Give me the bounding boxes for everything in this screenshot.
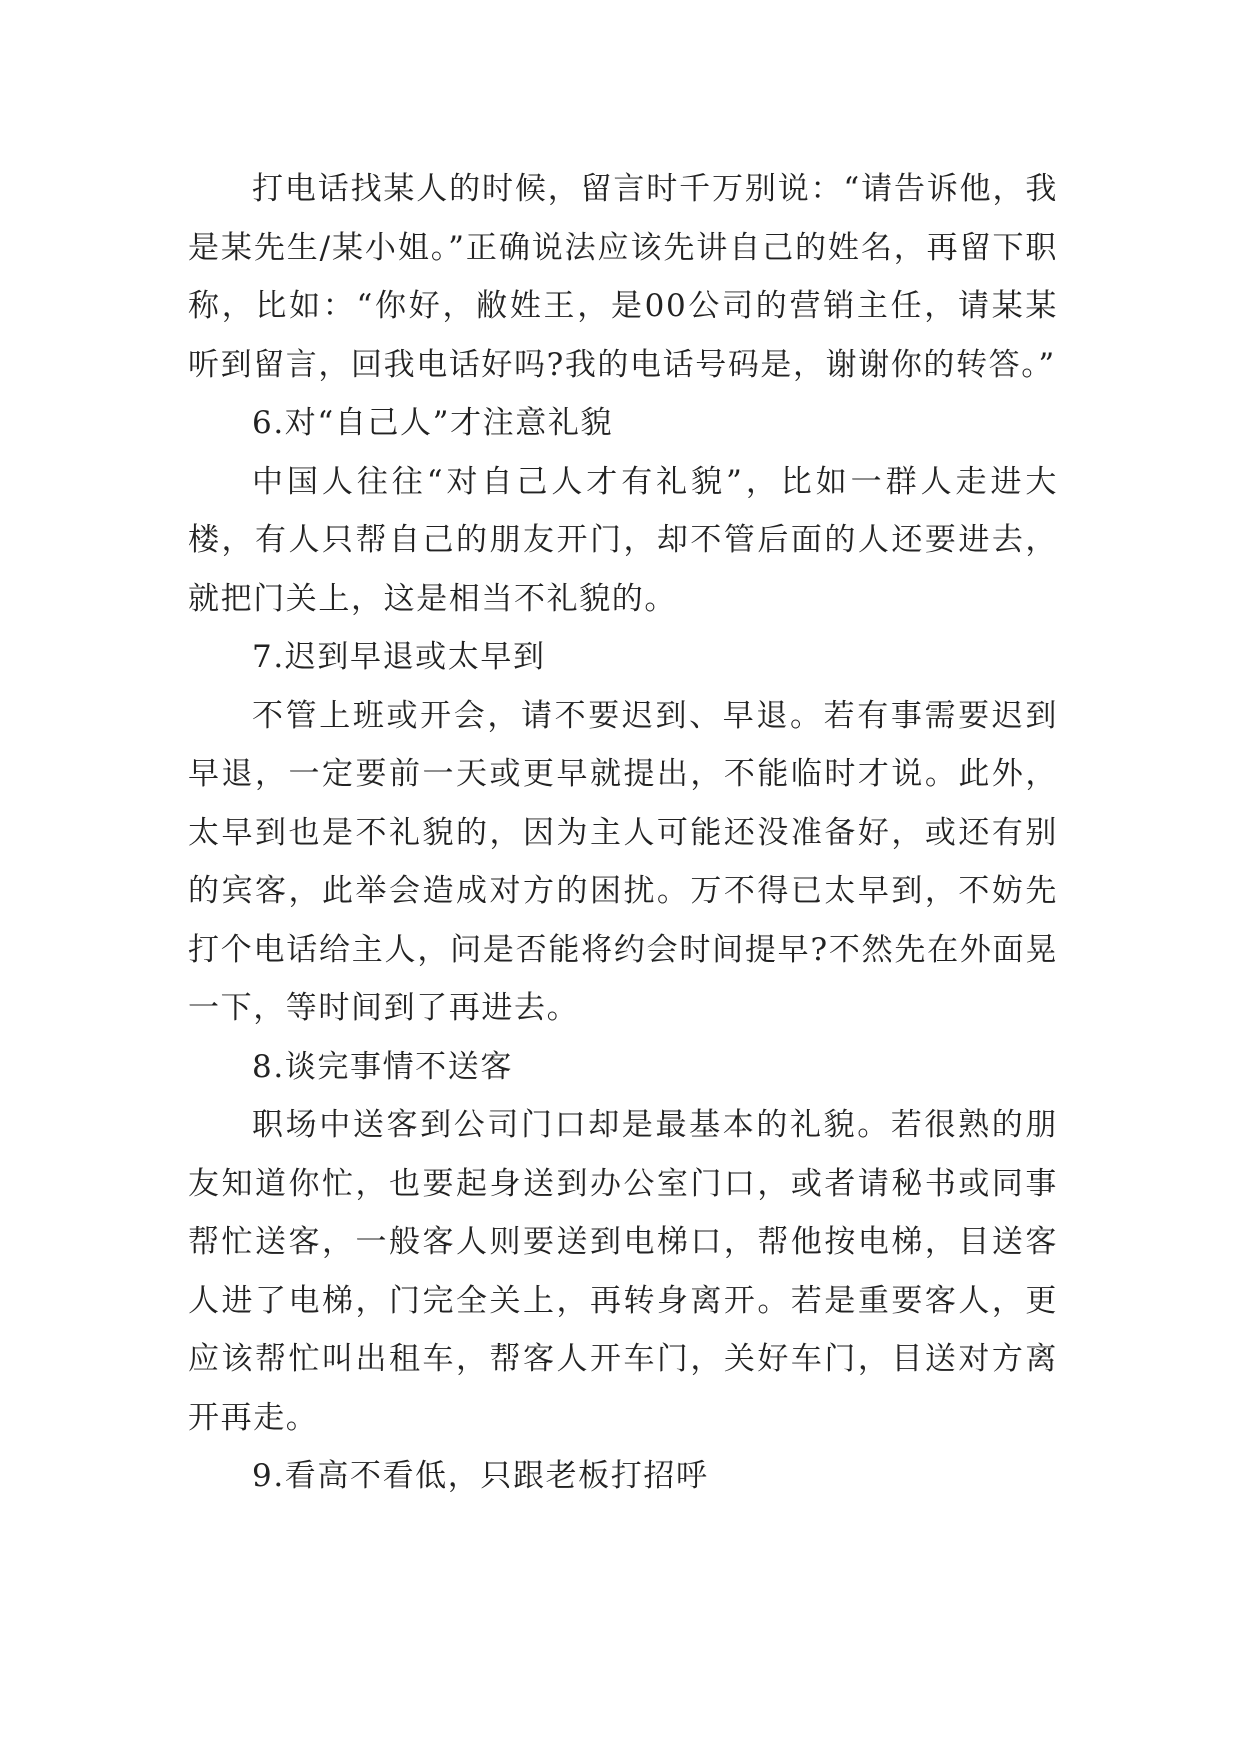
document-body <box>188 160 1058 1506</box>
paragraph-punctuality: 不管上班或开会，请不要迟到、早退。若有事需要迟到早退，一定要前一天或更早就提出，不能临时才说。此外，太早到也是不礼貌的，因为主人可能还没准备好，或还有别的宾客，此举会造成对方的困扰。万不得已太早到，不妨先打个电话给主人，问是否能将约会时间提早?不然先在外面晃一下，等时间到了再进去。 <box>188 697 1058 1026</box>
heading-7: 7.迟到早退或太早到 <box>252 639 546 675</box>
paragraph-seeing-off-guests: 职场中送客到公司门口却是最基本的礼貌。若很熟的朋友知道你忙，也要起身送到办公室门口，或者请秘书或同事帮忙送客，一般客人则要送到电梯口，帮他按电梯，目送客人进了电梯，门完全关上，再转身离开。若是重要客人，更应该帮忙叫出租车，帮客人开车门，关好车门，目送对方离开再走。 <box>188 1107 1058 1436</box>
paragraph-insiders-courtesy: 中国人往往“对自己人才有礼貌”，比如一群人走进大楼，有人只帮自己的朋友开门，却不管后面的人还要进去，就把门关上，这是相当不礼貌的。 <box>188 463 1058 617</box>
paragraph-phone-message: 打电话找某人的时候，留言时千万别说：“请告诉他，我是某先生/某小姐。”正确说法应该先讲自己的姓名，再留下职称，比如：“你好，敝姓王，是00公司的营销主任，请某某听到留言，回我电话好吗?我的电话号码是，谢谢你的转答。” <box>188 171 1058 383</box>
heading-8: 8.谈完事情不送客 <box>252 1048 513 1085</box>
heading-9: 9.看高不看低，只跟老板打招呼 <box>252 1458 709 1494</box>
heading-6: 6.对“自己人”才注意礼貌 <box>252 405 614 441</box>
